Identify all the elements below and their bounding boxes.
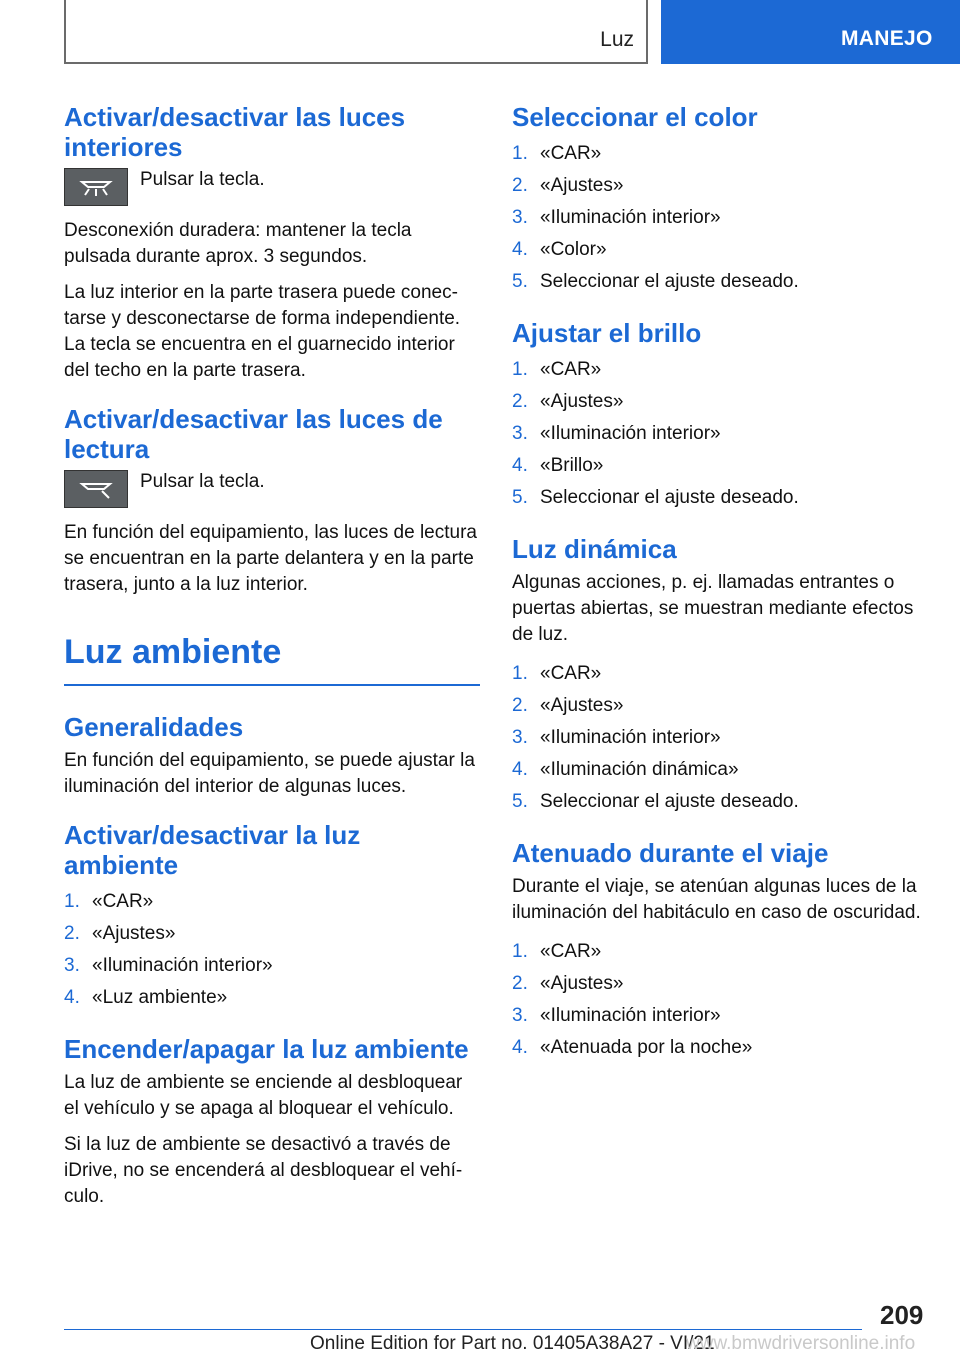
section-title: Ajustar el brillo xyxy=(512,318,702,348)
list-item: 4. «Iluminación dinámica» xyxy=(512,759,739,780)
paragraph: En función del equipamiento, las luces de lectura se encuentran en la parte delantera y en la parte trasera, junto a la luz interior. xyxy=(64,522,477,595)
section-title: Generalidades xyxy=(64,712,244,742)
list-item: 2. «Ajustes» xyxy=(512,175,624,196)
footer-divider xyxy=(64,1329,862,1330)
section-reading-lights xyxy=(64,404,480,598)
section-title: Atenuado durante el viaje xyxy=(512,838,829,868)
list-item: 3. «Iluminación interior» xyxy=(512,1005,721,1026)
paragraph: En función del equipamiento, se puede ajustar la iluminación del interior de algunas luces. xyxy=(64,750,475,797)
list-item: 1. «CAR» xyxy=(64,891,154,912)
key-instruction-text: Pulsar la tecla. xyxy=(140,169,265,190)
section-tab-label: MANEJO xyxy=(841,27,933,50)
list-item: 4. «Brillo» xyxy=(512,455,604,476)
key-instruction xyxy=(64,168,480,206)
list-item: 2. «Ajustes» xyxy=(512,973,624,994)
section-title: Activar/desactivar las luces de lectura xyxy=(64,404,443,464)
reading-light-icon xyxy=(64,470,128,508)
paragraph: Si la luz de ambiente se desactivó a través de iDrive, no se encenderá al desbloquear el vehículo. xyxy=(64,1134,463,1207)
section-title: Luz dinámica xyxy=(512,534,677,564)
paragraph: La luz interior en la parte trasera puede conectarse y desconectarse de forma independiente. La tecla se encuentra en el guarnecido interior del techo en la parte trasera. xyxy=(64,282,461,381)
section-title: Activar/desactivar la luz ambiente xyxy=(64,820,361,880)
key-instruction xyxy=(64,470,480,508)
chapter-title: Luz ambiente xyxy=(64,632,480,686)
section-dimmed-driving xyxy=(512,838,928,1064)
section-ambient-onoff xyxy=(64,1034,480,1210)
key-instruction-text: Pulsar la tecla. xyxy=(140,471,265,492)
list-item: 3. «Iluminación interior» xyxy=(64,955,273,976)
step-list xyxy=(512,354,928,514)
section-ambient-toggle xyxy=(64,820,480,1014)
list-item: 2. «Ajustes» xyxy=(64,923,176,944)
section-tab[interactable] xyxy=(661,0,960,64)
section-brightness xyxy=(512,318,928,514)
section-title: Activar/desactivar las luces interiores xyxy=(64,102,406,162)
step-list xyxy=(64,886,480,1014)
edition-text: Online Edition for Part no. 01405A38A27 - VI/21 xyxy=(310,1333,715,1354)
paragraph: Desconexión duradera: mantener la tecla pulsada durante aprox. 3 segundos. xyxy=(64,220,412,267)
list-item: 5. Seleccionar el ajuste deseado. xyxy=(512,271,799,292)
page-number: 209 xyxy=(880,1300,924,1330)
list-item: 3. «Iluminación interior» xyxy=(512,727,721,748)
section-interior-lights xyxy=(64,102,480,384)
section-color xyxy=(512,102,928,298)
list-item: 2. «Ajustes» xyxy=(512,695,624,716)
list-item: 3. «Iluminación interior» xyxy=(512,207,721,228)
step-list xyxy=(512,658,928,818)
interior-light-icon xyxy=(64,168,128,206)
right-column xyxy=(512,102,928,1078)
watermark: www.bmwdriversonline.info xyxy=(686,1333,916,1354)
left-column xyxy=(64,102,480,1220)
list-item: 2. «Ajustes» xyxy=(512,391,624,412)
paragraph: La luz de ambiente se enciende al desbloquear el vehículo y se apaga al bloquear el vehículo. xyxy=(64,1072,463,1119)
list-item: 4. «Atenuada por la noche» xyxy=(512,1037,753,1058)
list-item: 3. «Iluminación interior» xyxy=(512,423,721,444)
section-general xyxy=(64,712,480,800)
list-item: 4. «Color» xyxy=(512,239,607,260)
section-title: Seleccionar el color xyxy=(512,102,758,132)
list-item: 1. «CAR» xyxy=(512,143,602,164)
section-title: Encender/apagar la luz ambiente xyxy=(64,1034,469,1064)
list-item: 4. «Luz ambiente» xyxy=(64,987,228,1008)
step-list xyxy=(512,138,928,298)
list-item: 1. «CAR» xyxy=(512,359,602,380)
list-item: 5. Seleccionar el ajuste deseado. xyxy=(512,487,799,508)
list-item: 5. Seleccionar el ajuste deseado. xyxy=(512,791,799,812)
paragraph: Durante el viaje, se atenúan algunas luces de la iluminación del habitáculo en caso de oscuridad. xyxy=(512,876,921,923)
list-item: 1. «CAR» xyxy=(512,941,602,962)
header-box xyxy=(64,0,648,64)
paragraph: Algunas acciones, p. ej. llamadas entrantes o puertas abiertas, se muestran mediante efectos de luz. xyxy=(512,572,914,645)
header-title: Luz xyxy=(600,28,634,51)
section-dynamic-light xyxy=(512,534,928,818)
step-list xyxy=(512,936,928,1064)
list-item: 1. «CAR» xyxy=(512,663,602,684)
